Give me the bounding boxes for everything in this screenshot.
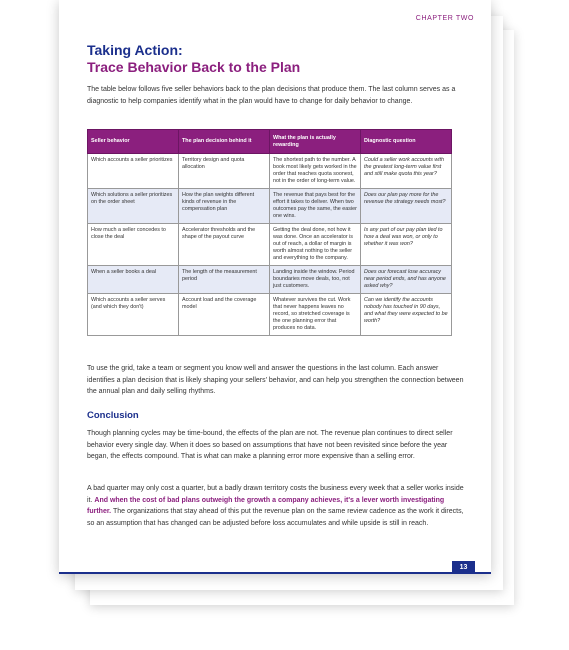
table-cell: The shortest path to the number. A book most likely gets worked in the order that reaches quota soonest, not in the order of long-term value.: [270, 154, 361, 189]
page-number: 13: [452, 561, 475, 574]
table-cell: Getting the deal done, not how it was done. Once an accelerator is out of reach, a dollar of margin is worth almost nothing to the seller and everything to the company.: [270, 224, 361, 266]
column-header: The plan decision behind it: [179, 130, 270, 154]
table-row: [88, 189, 452, 224]
footer-rule: [59, 572, 491, 574]
table-row: [88, 224, 452, 266]
conclusion-text: The organizations that stay ahead of this put the revenue plan on the same review cadence as the work it directs, so an assumption that has changed can be adjusted before loss accumulates and while upside is still in reach.: [87, 508, 464, 527]
behavior-table: [87, 129, 452, 336]
table-cell: Territory design and quota allocation: [179, 154, 270, 189]
table-cell: Does our forecast lose accuracy near period ends, and has anyone asked why?: [361, 266, 452, 294]
table-cell: The revenue that pays best for the effort it takes to deliver. When two outcomes pay the same, the easier one wins.: [270, 189, 361, 224]
table-cell: How the plan weights different kinds of revenue in the compensation plan: [179, 189, 270, 224]
table-cell: The length of the measurement period: [179, 266, 270, 294]
intro-paragraph: The table below follows five seller behaviors back to the plan decisions that produce them. The last column serves as a diagnostic to help companies identify what in the plan would have to change for daily behavior to change.: [87, 86, 456, 105]
highlighted-text: And when the cost of bad plans outweigh the growth a company achieves, it's a lever worth investigating further.: [87, 496, 445, 515]
table-cell: Account load and the coverage model: [179, 294, 270, 336]
table-cell: Which accounts a seller prioritizes: [88, 154, 179, 189]
table-cell: How much a seller concedes to close the deal: [88, 224, 179, 266]
table-cell: Is any part of our pay plan tied to how a deal was won, or only to whether it was won?: [361, 224, 452, 266]
conclusion-paragraph-1: Though planning cycles may be time-bound, the effects of the plan are not. The revenue plan continues to direct seller behavior every single day. When it does so based on assumptions that have not been revisited since before the year began, the effects compound. That is what can make a planning error more expensive than a selling error.: [87, 430, 453, 460]
table-cell: Does our plan pay more for the revenue the strategy needs most?: [361, 189, 452, 224]
chapter-label: CHAPTER TWO: [415, 15, 474, 22]
table-cell: Whatever survives the cut. Work that never happens leaves no record, so stretched coverage is the one planning error that produces no data.: [270, 294, 361, 336]
page-title-line-1: Taking Action:: [87, 42, 183, 58]
table-row: [88, 294, 452, 336]
table-cell: Which solutions a seller prioritizes on the order sheet: [88, 189, 179, 224]
table-cell: Could a seller work accounts with the greatest long-term value first and still make quota this year?: [361, 154, 452, 189]
table-header-row: [88, 130, 452, 154]
document-page: [59, 0, 491, 574]
conclusion-text: A bad quarter may only cost a quarter, but a badly drawn territory costs the business every week that a seller works inside it.: [87, 485, 464, 504]
table-cell: Landing inside the window. Period boundaries move deals, too, not just customers.: [270, 266, 361, 294]
table-cell: When a seller books a deal: [88, 266, 179, 294]
table-row: [88, 154, 452, 189]
table-row: [88, 266, 452, 294]
column-header: Diagnostic question: [361, 130, 452, 154]
column-header: Seller behavior: [88, 130, 179, 154]
conclusion-heading: Conclusion: [87, 410, 139, 421]
after-table-paragraph: To use the grid, take a team or segment you know well and answer the questions in the last column. Each answer identifies a plan decision that is likely shaping your sellers' behavior, and can help you strengthen the connection between the annual plan and daily selling rhythms.: [87, 365, 464, 395]
page-title-line-2: Trace Behavior Back to the Plan: [87, 59, 301, 75]
table-cell: Can we identify the accounts nobody has touched in 90 days, and what they were expected to be worth?: [361, 294, 452, 336]
table-cell: Which accounts a seller serves (and which they don't): [88, 294, 179, 336]
table-cell: Accelerator thresholds and the shape of the payout curve: [179, 224, 270, 266]
conclusion-paragraph-2: [87, 483, 467, 529]
column-header: What the plan is actually rewarding: [270, 130, 361, 154]
